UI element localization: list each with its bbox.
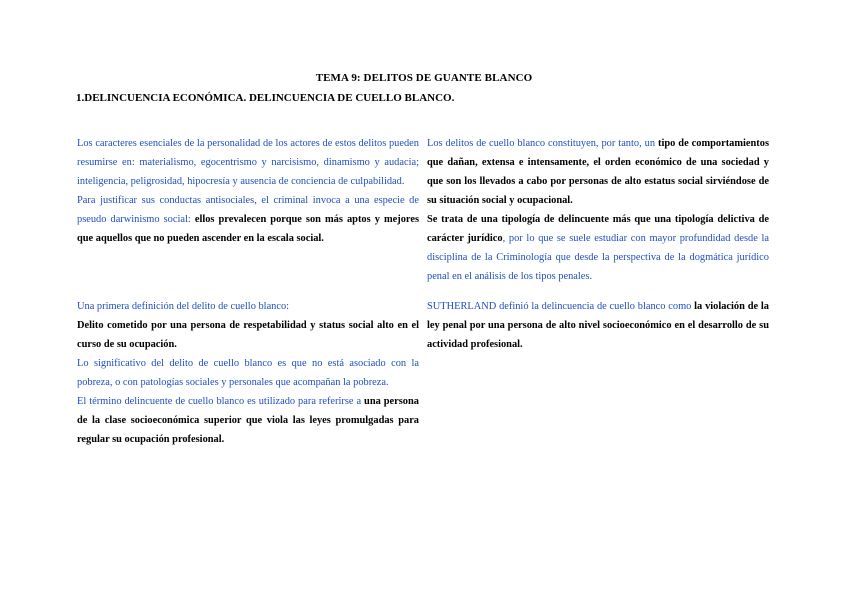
poverty-paragraph: Lo significativo del delito de cuello blanco es que no está asociado con la pobreza, o con patologías sociales y personales que acompañan la pobreza.	[77, 358, 419, 388]
left-bottom-text-block	[77, 297, 419, 449]
sutherland-intro-text: SUTHERLAND definió la delincuencia de cuello blanco como	[427, 301, 695, 312]
left-top-text-block	[77, 134, 419, 248]
typology-text: , por lo que se suele estudiar con mayor profundidad desde la disciplina de la Criminología que desde la perspectiva de la dogmática jurídico penal en el análisis de los tipos penales.	[427, 233, 770, 282]
right-top-text-block	[427, 134, 769, 286]
definition-bold-text: tipo de comportamientos que dañan, extensa e intensamente, el orden económico de una sociedad y que son los llevados a cabo por personas de alto estatus social sirviéndose de su situación social y ocupacional.	[427, 138, 769, 206]
sutherland-paragraph	[427, 297, 769, 354]
justification-paragraph	[77, 191, 419, 248]
definition-intro-text: Los delitos de cuello blanco constituyen, por tanto, un	[427, 138, 659, 149]
first-definition-intro: Una primera definición del delito de cuello blanco:	[77, 301, 290, 312]
sutherland-bold-text: la violación de la ley penal por una persona de alto nivel socioeconómico en el desarrollo de su actividad profesional.	[427, 301, 769, 350]
typology-paragraph	[427, 210, 769, 286]
document-title: TEMA 9: DELITOS DE GUANTE BLANCO	[315, 72, 533, 84]
term-intro-text: El término delincuente de cuello blanco es utilizado para referirse a	[77, 396, 365, 407]
first-definition-bold: Delito cometido por una persona de respetabilidad y status social alto en el curso de su ocupación.	[77, 320, 419, 350]
typology-bold-text: Se trata de una tipología de delincuente más que una tipología delictiva de carácter jurídico	[427, 214, 769, 244]
justification-bold-text: ellos prevalecen porque son más aptos y mejores que aquellos que no pueden ascender en la escala social.	[77, 214, 419, 244]
term-bold-text: una persona de la clase socioeconómica superior que viola las leyes promulgadas para regular su ocupación profesional.	[77, 396, 419, 445]
term-paragraph	[77, 392, 419, 449]
personality-traits-paragraph: Los caracteres esenciales de la personalidad de los actores de estos delitos pueden resumirse en: materialismo, egocentrismo y narcisismo, dinamismo y audacia; inteligencia, peligrosidad, hipocresía y ausencia de conciencia de culpabilidad.	[77, 138, 419, 187]
white-collar-definition-paragraph	[427, 134, 769, 210]
right-bottom-text-block	[427, 297, 769, 354]
justification-text: Para justificar sus conductas antisociales, el criminal invoca a una especie de pseudo darwinismo social:	[77, 195, 419, 225]
section-heading: 1.DELINCUENCIA ECONÓMICA. DELINCUENCIA DE CUELLO BLANCO.	[76, 92, 455, 104]
